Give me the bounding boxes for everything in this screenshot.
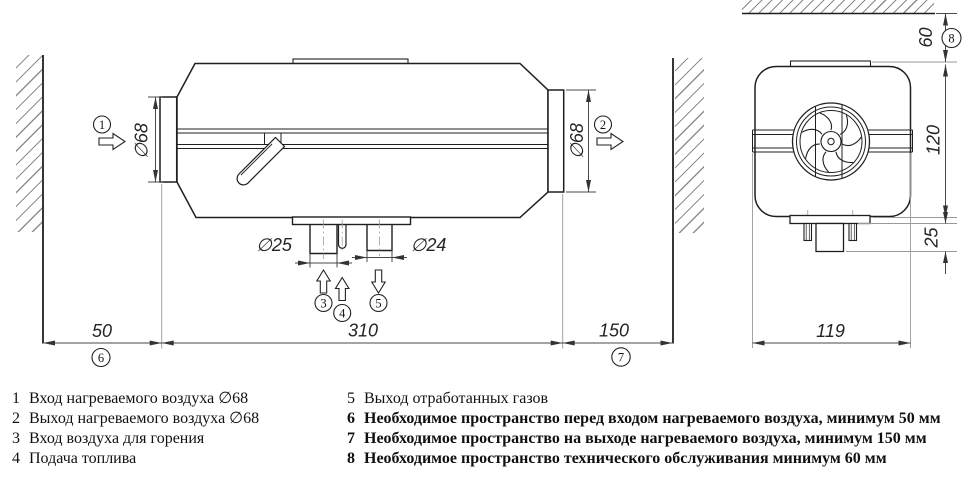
legend-item-text: Выход отработанных газов: [364, 390, 549, 407]
dim-outlet-clearance: 150: [598, 320, 630, 341]
dim-body-length: 310: [347, 320, 379, 341]
callout-6-label: 6: [97, 350, 105, 365]
side-outlet-flange: [548, 90, 564, 192]
legend-item-number: 8: [347, 450, 355, 467]
front-exhaust-stub: [816, 224, 844, 252]
legend-item-number: 1: [12, 390, 20, 407]
legend-item-text: Подача топлива: [29, 450, 137, 467]
dim-outlet-diameter: ∅68: [567, 123, 587, 159]
legend-item-2: [12, 409, 259, 429]
callout-2-label: 2: [599, 117, 607, 132]
dim-inlet-clearance: 50: [91, 321, 113, 341]
callout-4-label: 4: [339, 306, 346, 321]
callout-3-label: 3: [320, 296, 327, 311]
dim-front-width: 119: [816, 321, 845, 341]
legend-item-5: [347, 389, 941, 409]
front-stud-right: [849, 224, 857, 241]
legend-item-8: [347, 449, 941, 469]
side-inlet-flange: [160, 97, 177, 182]
legend-item-text: Вход воздуха для горения: [29, 430, 205, 447]
legend-item-4: [12, 449, 259, 469]
legend-item-text: Необходимое пространство на выходе нагреваемого воздуха, минимум 150 мм: [364, 430, 927, 447]
dim-pipe-protrusion: 25: [921, 227, 942, 248]
legend-item-number: 2: [12, 410, 20, 427]
dim-inlet-diameter: ∅68: [131, 123, 152, 159]
side-body-outline: [177, 64, 548, 218]
legend-item-number: 5: [347, 390, 355, 407]
legend-item-7: [347, 429, 941, 449]
legend-item-text: Необходимое пространство технического обслуживания минимум 60 мм: [364, 450, 887, 467]
legend-item-text: Необходимое пространство перед входом нагреваемого воздуха, минимум 50 мм: [364, 410, 941, 427]
front-mounting-plate: [790, 216, 870, 224]
front-view: [753, 61, 913, 252]
legend-item-3: [12, 429, 259, 449]
dim-combustion-pipe-diameter: ∅25: [256, 235, 292, 255]
exhaust-flow-arrow: [372, 270, 385, 293]
dim-exhaust-pipe-diameter: ∅24: [410, 235, 447, 255]
callout-7-label: 7: [617, 350, 625, 365]
legend-item-number: 6: [347, 410, 355, 427]
fan-hub: [821, 132, 841, 152]
fuel-flow-arrow: [336, 278, 349, 301]
side-view: [160, 59, 564, 259]
legend-item-text: Вход нагреваемого воздуха ∅68: [29, 390, 249, 407]
legend-right-column: [347, 389, 941, 469]
callout-5-label: 5: [375, 296, 382, 311]
legend-item-text: Выход нагреваемого воздуха ∅68: [29, 410, 260, 427]
combustion-air-flow-arrow: [317, 270, 330, 293]
legend-item-number: 3: [12, 430, 20, 447]
legend-item-1: [12, 389, 259, 409]
dim-front-height: 120: [923, 124, 944, 156]
inlet-flow-arrow: [99, 134, 125, 150]
callout-8-label: 8: [948, 31, 955, 46]
legend-item-number: 4: [12, 450, 20, 467]
legend-left-column: [12, 389, 259, 469]
outlet-flow-arrow: [597, 134, 623, 150]
legend-item-6: [347, 409, 941, 429]
legend-item-number: 7: [347, 430, 355, 447]
front-stud-left: [804, 224, 812, 241]
dim-service-clearance: 60: [916, 27, 936, 48]
callout-1-label: 1: [98, 117, 106, 132]
side-mounting-plate: [293, 217, 411, 225]
